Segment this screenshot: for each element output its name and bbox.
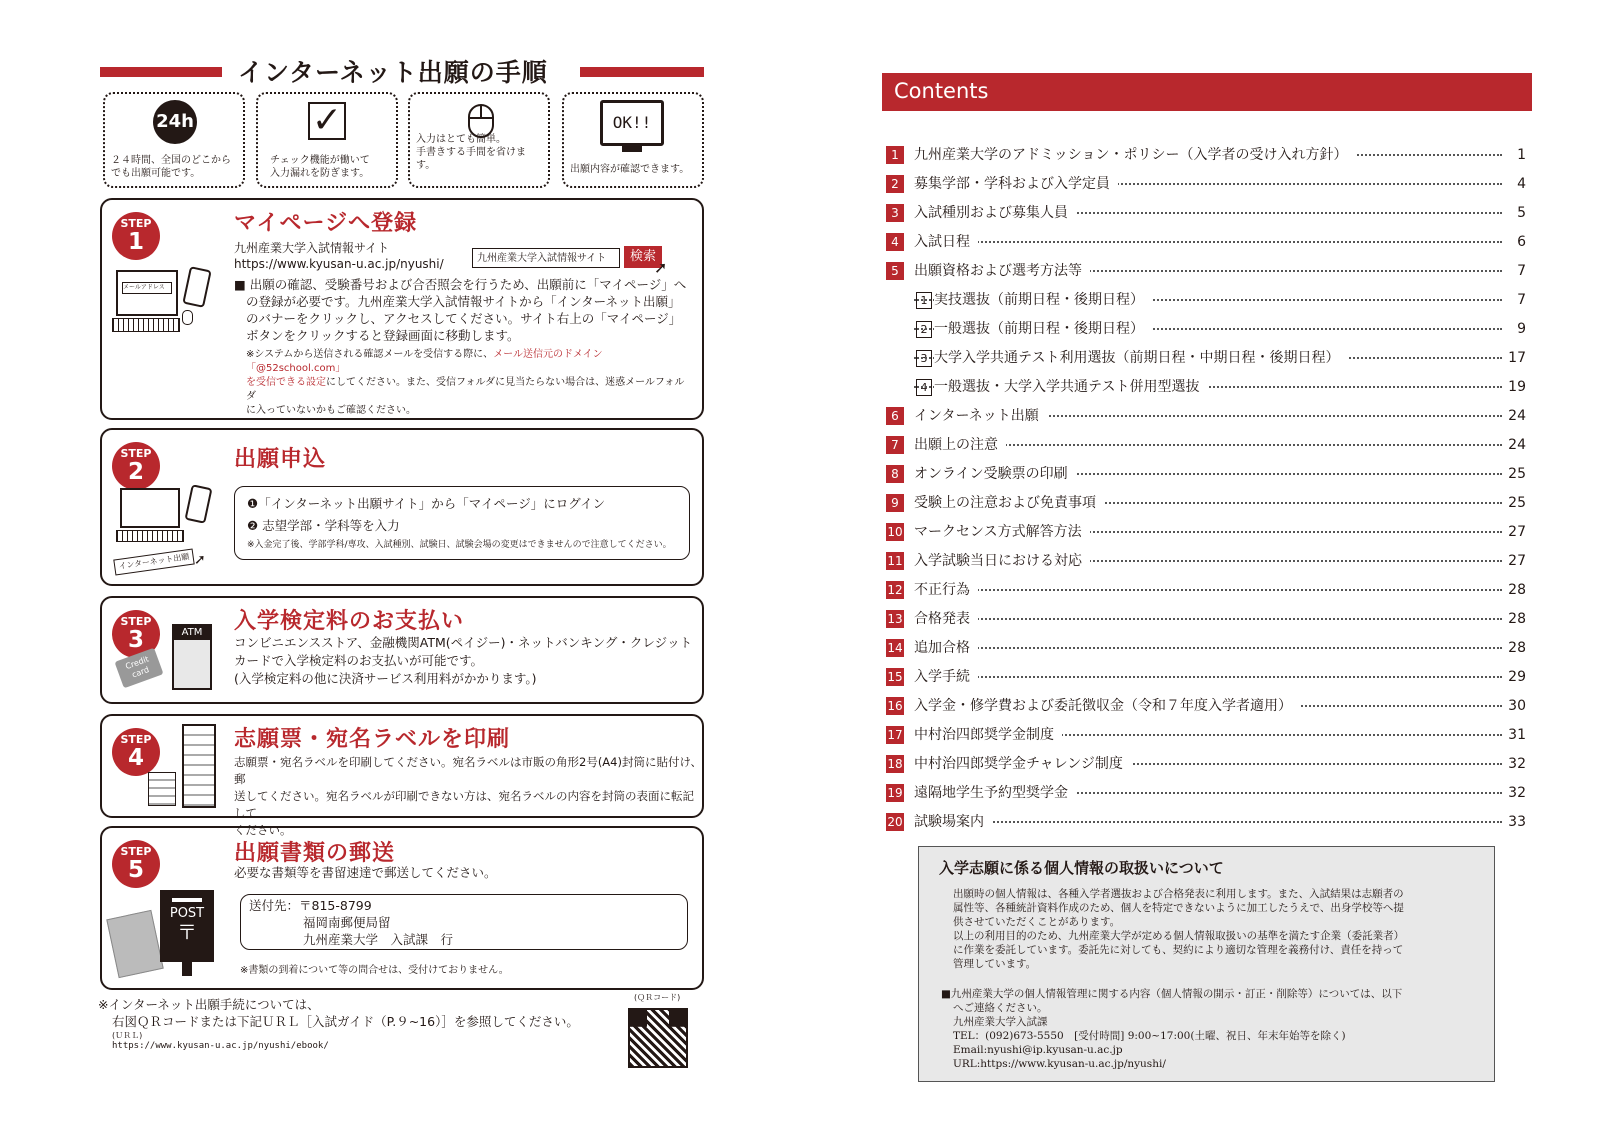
toc-item[interactable]: 4 入試日程 6 [886, 231, 1526, 253]
step-badge: STEP 2 [112, 442, 160, 490]
feature-text: チェック機能が働いて 入力漏れを防ぎます。 [270, 155, 370, 179]
checkbox-icon: ✓ [308, 102, 346, 140]
title-bar-left [100, 67, 222, 77]
postbox-icon: POST 〒 [160, 890, 214, 962]
step-badge: STEP 3 [112, 610, 160, 658]
envelope-icon [106, 910, 163, 978]
step-title: 志願票・宛名ラベルを印刷 [234, 727, 511, 752]
address-line: 福岡南郵便局留 [303, 915, 391, 930]
toc-item[interactable]: 1 九州産業大学のアドミッション・ポリシー（入学者の受け入れ方針） 1 [886, 144, 1526, 166]
toc-subitem[interactable]: 1 実技選抜（前期日程・後期日程） 7 [886, 289, 1526, 311]
toc-item[interactable]: 6 インターネット出願 24 [886, 405, 1526, 427]
smartphone-icon [182, 266, 211, 308]
search-button[interactable]: 検索 [624, 246, 662, 268]
smartphone-icon [184, 484, 212, 524]
postbox-leg [182, 962, 192, 976]
step-title: 入学検定料のお支払い [234, 609, 465, 634]
step-note: ※システムから送信される確認メールを受信する際に、メール送信元のドメイン「@52school.com」 を受信できる設定にしてください。また、受信フォルダに見当たらない場合は、迷惑メールフォルダ に入っていないかもご確認ください。 [246, 349, 685, 416]
privacy-notice [918, 846, 1495, 1082]
address-line: 送付先：〒815-8799 [249, 898, 372, 913]
document-icon [182, 724, 216, 808]
privacy-body: 出願時の個人情報は、各種入学者選抜および合格発表に利用します。また、入試結果は志願者の 属性等、各種統計資料作成のため、個人を特定できないように加工したうえで、出身学校等へ提 供させていただくことがあります。 以上の利用目的のため、九州産業大学が定める個人情報取扱いの基準を満たす企業（委託業者） に作業を委託しています。委託先に対しても、契約により適切な管理を義務付け、責任を持って 管理しています。 [953, 888, 1405, 970]
step-body: ■ 出願の確認、受験番号および合否照会を行うため、出願前に「マイページ」へ の登録が必要です。九州産業大学入試情報サイトから「インターネット出願」 のバナーをクリックし、アクセスしてください。サイト右上の「マイページ」 ボタンをクリックすると登録画面に移動します。 [234, 277, 687, 343]
step-4 [100, 714, 704, 837]
qr-label: (ＱＲコード) [634, 993, 681, 1002]
toc-item[interactable]: 8 オンライン受験票の印刷 25 [886, 463, 1526, 485]
step-title: 出願書類の郵送 [234, 841, 396, 866]
toc-item[interactable]: 13 合格発表 28 [886, 608, 1526, 630]
toc-item[interactable]: 10 マークセンス方式解答方法 27 [886, 521, 1526, 543]
footer-note: ※インターネット出願手続については、 右図ＱＲコードまたは下記ＵＲＬ［入試ガイド（P.９~16）］を参照してください。 (ＵＲＬ) https://www.kyusan-u.ac.jp/nyushi/ebook/ [98, 997, 579, 1051]
toc-item[interactable]: 7 出願上の注意 24 [886, 434, 1526, 456]
step-intro: 必要な書類等を書留速達で郵送してください。 [234, 865, 497, 880]
site-name: 九州産業大学入試情報サイト [234, 241, 390, 255]
contents-header: Contents [882, 73, 1532, 111]
qr-code-icon[interactable] [628, 1008, 688, 1068]
cursor-icon: ➚ [194, 552, 206, 568]
toc-item[interactable]: 9 受験上の注意および免責事項 25 [886, 492, 1526, 514]
step-note: ※書類の到着について等の問合せは、受付けておりません。 [240, 965, 509, 976]
toc-subitem[interactable]: 3 大学入学共通テスト利用選抜（前期日程・中期日程・後期日程） 17 [886, 347, 1526, 369]
address-line: 九州産業大学 入試課 行 [303, 932, 454, 947]
toc-item[interactable]: 2 募集学部・学科および入学定員 4 [886, 173, 1526, 195]
ebook-url[interactable]: https://www.kyusan-u.ac.jp/nyushi/ebook/ [112, 1041, 329, 1051]
step-item: ❷ 志望学部・学科等を入力 [247, 518, 400, 533]
step-2 [100, 428, 704, 586]
toc-item[interactable]: 18 中村治四郎奨学金チャレンジ制度 32 [886, 753, 1526, 775]
privacy-title: 入学志願に係る個人情報の取扱いについて [939, 859, 1224, 877]
step-body: コンビニエンスストア、金融機関ATM(ペイジー)・ネットバンキング・クレジット カードで入学検定料のお支払いが可能です。 (入学検定料の他に決済サービス利用料がかかります。) [234, 635, 693, 686]
step-1 [100, 198, 704, 420]
title-bar-right [580, 67, 704, 77]
toc-item[interactable]: 14 追加合格 28 [886, 637, 1526, 659]
toc-subitem[interactable]: 4 一般選抜・大学入学共通テスト併用型選抜 19 [886, 376, 1526, 398]
toc-item[interactable]: 20 試験場案内 33 [886, 811, 1526, 833]
label-icon [148, 772, 176, 806]
feature-check [256, 92, 398, 188]
feature-confirm [562, 92, 704, 188]
monitor-stand [622, 146, 642, 152]
step-body: 志願票・宛名ラベルを印刷してください。宛名ラベルは市販の角形2号(A4)封筒に貼付け、郵 送してください。宛名ラベルが印刷できない方は、宛名ラベルの内容を封筒の表面に転記して ください。 [234, 755, 703, 837]
toc-item[interactable]: 5 出願資格および選考方法等 7 [886, 260, 1526, 282]
toc-item[interactable]: 3 入試種別および募集人員 5 [886, 202, 1526, 224]
keyboard-icon [112, 318, 180, 332]
atm-icon: ATM [172, 624, 212, 690]
feature-text: 出願内容が確認できます。 [570, 164, 690, 175]
feature-text: ２４時間、全国のどこから でも出願可能です。 [111, 155, 231, 179]
24h-clock-icon: 24h [153, 100, 197, 144]
toc-item[interactable]: 16 入学金・修学費および委託徴収金（令和７年度入学者適用） 30 [886, 695, 1526, 717]
toc-item[interactable]: 19 遠隔地学生予約型奨学金 32 [886, 782, 1526, 804]
step-item: ❶「インターネット出願サイト」から「マイページ」にログイン [247, 496, 606, 511]
step-badge: STEP 4 [112, 728, 160, 776]
toc-subitem[interactable]: 2 一般選抜（前期日程・後期日程） 9 [886, 318, 1526, 340]
monitor-ok-icon: OK!! [600, 100, 664, 146]
step-3 [100, 596, 704, 704]
privacy-contact: ■九州産業大学の個人情報管理に関する内容（個人情報の開示・訂正・削除等）については、以下 へご連絡ください。 九州産業大学入試課 TEL：(092)673-5550 [受付時間] 9:00~17:00(土曜、祝日、年末年始等を除く) Email:nyushi@ip.kyusan-u.ac.jp URL:https://www.kyusan-u.ac.jp/nyushi/ [941, 987, 1480, 1071]
toc-item[interactable]: 17 中村治四郎奨学金制度 31 [886, 724, 1526, 746]
computer-icon [116, 270, 178, 316]
credit-card-icon: Credit card [114, 648, 163, 689]
step-badge: STEP 1 [112, 212, 160, 260]
site-url[interactable]: https://www.kyusan-u.ac.jp/nyushi/ [234, 257, 444, 271]
email-field: メールアドレス [122, 282, 172, 294]
contact-email[interactable]: Email:nyushi@ip.kyusan-u.ac.jp [953, 1044, 1123, 1056]
computer-icon [120, 488, 180, 528]
step-note: ※入金完了後、学部学科/専攻、入試種別、試験日、試験会場の変更はできませんので注意してください。 [247, 540, 672, 550]
page-title: インターネット出願の手順 [238, 58, 548, 87]
toc-item[interactable]: 11 入学試験当日における対応 27 [886, 550, 1526, 572]
address-box [240, 894, 688, 950]
step-title: 出願申込 [234, 447, 327, 472]
feature-24h [103, 92, 245, 188]
net-apply-banner[interactable]: インターネット出願 [113, 549, 194, 576]
feature-input [408, 92, 550, 188]
search-input[interactable]: 九州産業大学入試情報サイト [472, 248, 620, 268]
toc-item[interactable]: 12 不正行為 28 [886, 579, 1526, 601]
step2-instructions [234, 486, 690, 560]
toc-item[interactable]: 15 入学手続 29 [886, 666, 1526, 688]
feature-text: 入力はとても簡単。 手書きする手間を省けます。 [416, 134, 526, 171]
step-5 [100, 826, 704, 990]
mouse-icon [182, 310, 193, 325]
step-title: マイページへ登録 [234, 211, 418, 236]
contact-url[interactable]: URL:https://www.kyusan-u.ac.jp/nyushi/ [953, 1058, 1166, 1070]
keyboard-icon [116, 530, 184, 542]
cursor-icon: ➚ [654, 258, 668, 277]
step-badge: STEP 5 [112, 840, 160, 888]
